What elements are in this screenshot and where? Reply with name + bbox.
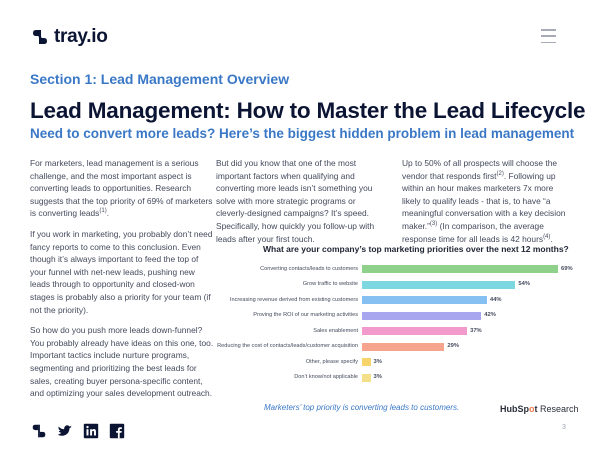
page-title: Lead Management: How to Master the Lead Lifecycle bbox=[30, 98, 586, 123]
tray-logo[interactable] bbox=[30, 26, 108, 48]
page-subtitle: Need to convert more leads? Here’s the biggest hidden problem in lead management bbox=[30, 126, 575, 141]
bar bbox=[362, 296, 487, 304]
bar-value-label: 54% bbox=[518, 281, 530, 288]
brand-name: tray.io bbox=[54, 26, 108, 47]
bar bbox=[362, 374, 371, 382]
text-column-3 bbox=[402, 157, 574, 253]
bar-value-label: 69% bbox=[561, 265, 573, 272]
bar-label: Sales enablement bbox=[313, 327, 358, 334]
bar-value-label: 42% bbox=[484, 312, 496, 319]
bar-value-label: 44% bbox=[489, 296, 502, 303]
text-column-2 bbox=[216, 157, 386, 253]
facebook-icon[interactable] bbox=[108, 422, 126, 440]
paragraph: But did you know that one of the most important factors when qualifying and converting more leads isn’t something you solve with more strategic programs or cleverly-designed campaigns? It’s speed. Specifically, how quickly you follow-up with leads after your first touch. bbox=[216, 158, 375, 244]
section-heading: Section 1: Lead Management Overview bbox=[30, 71, 290, 87]
bar bbox=[362, 327, 467, 335]
bar bbox=[362, 358, 371, 366]
bar-label: Reducing the cost of contacts/leads/customer acquisition bbox=[217, 343, 358, 349]
bar bbox=[362, 281, 515, 289]
bar-label: Grow traffic to website bbox=[302, 281, 358, 287]
bar bbox=[362, 265, 558, 273]
paragraph: For marketers, lead management is a serious challenge, and the most important aspect is converting leads to opportunities. Research suggests that the top priority of 69% of marketers is converting leads$^{(1)}$. bbox=[30, 158, 213, 219]
bar-label: Don’t know/not applicable bbox=[294, 374, 358, 380]
tray-logo-icon bbox=[30, 27, 50, 47]
paragraph: If you work in marketing, you probably don’t need fancy reports to come to this conclusion. Even though it’s always important to feed the top of your funnel with net-new leads, pushing new leads through to opportunity and closed-won stages is probably also a priority for your team (if not the priority). bbox=[30, 228, 213, 315]
bar-value-label: 3% bbox=[373, 358, 382, 365]
bar-value-label: 37% bbox=[470, 327, 482, 334]
bar bbox=[362, 343, 444, 351]
chart-caption: Marketers’ top priority is converting leads to customers. bbox=[264, 403, 460, 412]
bar-value-label: 29% bbox=[447, 343, 459, 350]
text-column-1 bbox=[30, 157, 214, 408]
chart-title: What are your company’s top marketing priorities over the next 12 months? bbox=[263, 244, 569, 254]
bar-label: Increasing revenue derived from existing customers bbox=[229, 296, 358, 303]
paragraph: So how do you push more leads down-funnel? You probably already have ideas on this one, too. Important tactics include nurture programs, segmenting and prioritizing the best leads for sales, creating buyer persona-specific content, and optimizing your sales development outreach. bbox=[30, 325, 214, 399]
priorities-chart bbox=[217, 244, 576, 394]
linkedin-icon[interactable] bbox=[82, 422, 100, 440]
menu-icon[interactable] bbox=[541, 29, 556, 43]
bar bbox=[362, 312, 481, 320]
social-links bbox=[30, 422, 126, 440]
bar-label: Proving the ROI of our marketing activities bbox=[253, 312, 358, 318]
source-credit: HubSpot Research bbox=[500, 404, 579, 414]
paragraph: Up to 50% of all prospects will choose the vendor that responds first$^{(2)}$. Following up within an hour makes marketers 7x more likely to qualify leads - that is, to have “a meaningful conversation with a key decision maker.”$^{(3)}$ (In comparison, the average response time for all leads is 42 hours$^{(4)}$. bbox=[402, 158, 566, 244]
bar-label: Other, please specify bbox=[305, 358, 358, 365]
bar-value-label: 3% bbox=[373, 374, 382, 381]
twitter-icon[interactable] bbox=[56, 422, 74, 440]
tray-icon[interactable] bbox=[30, 422, 48, 440]
page-number: 3 bbox=[562, 424, 566, 431]
bar-label: Converting contacts/leads to customers bbox=[260, 265, 358, 272]
